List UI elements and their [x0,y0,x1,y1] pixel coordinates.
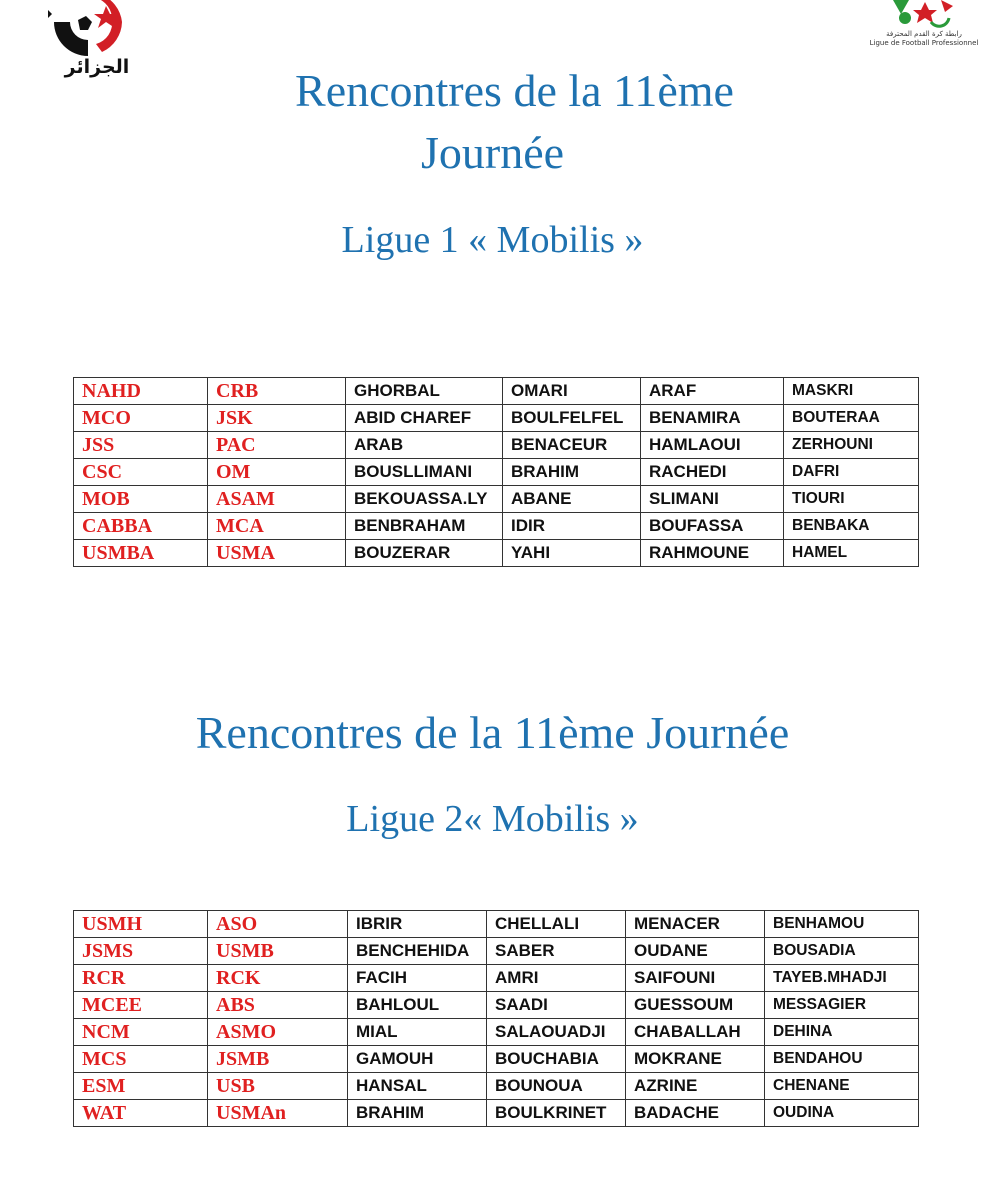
away-team-cell: ASMO [208,1019,348,1046]
logo-right-french: Ligue de Football Professionnel [869,39,979,47]
assistant1-cell: YAHI [503,540,641,567]
assistant1-cell: SALAOUADJI [487,1019,626,1046]
assistant1-cell: AMRI [487,965,626,992]
fourth-official-cell: BENDAHOU [765,1046,919,1073]
assistant2-cell: OUDANE [626,938,765,965]
fourth-official-cell: BENBAKA [784,513,919,540]
away-team-cell: USMAn [208,1100,348,1127]
table-row [74,911,919,938]
home-team-cell: MCEE [74,992,208,1019]
table-row [74,432,919,459]
away-team-cell: ASAM [208,486,346,513]
home-team-cell: MCO [74,405,208,432]
fourth-official-cell: BENHAMOU [765,911,919,938]
assistant2-cell: RAHMOUNE [641,540,784,567]
assistant1-cell: BRAHIM [503,459,641,486]
table-row [74,540,919,567]
fourth-official-cell: DEHINA [765,1019,919,1046]
assistant1-cell: BOUNOUA [487,1073,626,1100]
referee-cell: BENCHEHIDA [348,938,487,965]
fourth-official-cell: ZERHOUNI [784,432,919,459]
table-row [74,992,919,1019]
assistant2-cell: CHABALLAH [626,1019,765,1046]
home-team-cell: NCM [74,1019,208,1046]
assistant2-cell: MOKRANE [626,1046,765,1073]
assistant2-cell: GUESSOUM [626,992,765,1019]
away-team-cell: ABS [208,992,348,1019]
away-team-cell: JSK [208,405,346,432]
fourth-official-cell: BOUTERAA [784,405,919,432]
home-team-cell: ESM [74,1073,208,1100]
referee-cell: ARAB [346,432,503,459]
home-team-cell: USMH [74,911,208,938]
assistant1-cell: CHELLALI [487,911,626,938]
assistant2-cell: BADACHE [626,1100,765,1127]
table-row [74,459,919,486]
away-team-cell: USMA [208,540,346,567]
fourth-official-cell: OUDINA [765,1100,919,1127]
assistant2-cell: AZRINE [626,1073,765,1100]
home-team-cell: CABBA [74,513,208,540]
section2-subtitle: Ligue 2« Mobilis » [346,798,639,840]
assistant1-cell: SABER [487,938,626,965]
fourth-official-cell: MASKRI [784,378,919,405]
fourth-official-cell: HAMEL [784,540,919,567]
referee-cell: HANSAL [348,1073,487,1100]
home-team-cell: USMBA [74,540,208,567]
section1-title-line2: Journée [420,127,565,178]
table-row [74,938,919,965]
referee-cell: BEKOUASSA.LY [346,486,503,513]
assistant2-cell: BOUFASSA [641,513,784,540]
referee-cell: BAHLOUL [348,992,487,1019]
assistant1-cell: BENACEUR [503,432,641,459]
fourth-official-cell: CHENANE [765,1073,919,1100]
away-team-cell: JSMB [208,1046,348,1073]
referee-cell: FACIH [348,965,487,992]
section1-subtitle: Ligue 1 « Mobilis » [341,219,644,261]
table-row [74,1019,919,1046]
table-row [74,1100,919,1127]
home-team-cell: NAHD [74,378,208,405]
referee-cell: GAMOUH [348,1046,487,1073]
referee-cell: ABID CHAREF [346,405,503,432]
home-team-cell: WAT [74,1100,208,1127]
logo-right-arabic: رابطة كرة القدم المحترفة [886,30,962,38]
fourth-official-cell: TIOURI [784,486,919,513]
away-team-cell: PAC [208,432,346,459]
section2-title: Rencontres de la 11ème Journée [195,707,790,758]
referee-cell: BOUZERAR [346,540,503,567]
table-row [74,486,919,513]
referee-cell: GHORBAL [346,378,503,405]
referee-cell: MIAL [348,1019,487,1046]
away-team-cell: OM [208,459,346,486]
home-team-cell: MOB [74,486,208,513]
fourth-official-cell: DAFRI [784,459,919,486]
assistant2-cell: SAIFOUNI [626,965,765,992]
assistant1-cell: ABANE [503,486,641,513]
assistant1-cell: BOULFELFEL [503,405,641,432]
ligue1-table-body [74,378,919,567]
assistant1-cell: SAADI [487,992,626,1019]
home-team-cell: JSS [74,432,208,459]
table-row [74,405,919,432]
away-team-cell: MCA [208,513,346,540]
referee-cell: BENBRAHAM [346,513,503,540]
assistant1-cell: BOUCHABIA [487,1046,626,1073]
assistant1-cell: BOULKRINET [487,1100,626,1127]
assistant2-cell: ARAF [641,378,784,405]
away-team-cell: CRB [208,378,346,405]
fourth-official-cell: BOUSADIA [765,938,919,965]
referee-cell: IBRIR [348,911,487,938]
home-team-cell: CSC [74,459,208,486]
away-team-cell: ASO [208,911,348,938]
table-row [74,1073,919,1100]
table-row [74,1046,919,1073]
table-row [74,378,919,405]
fourth-official-cell: MESSAGIER [765,992,919,1019]
away-team-cell: USMB [208,938,348,965]
away-team-cell: RCK [208,965,348,992]
referee-cell: BOUSLLIMANI [346,459,503,486]
fourth-official-cell: TAYEB.MHADJI [765,965,919,992]
logo-right-text [868,30,980,48]
away-team-cell: USB [208,1073,348,1100]
assistant2-cell: MENACER [626,911,765,938]
ligue1-matches-table [73,377,919,567]
section1-title-line1: Rencontres de la 11ème [295,65,734,116]
home-team-cell: RCR [74,965,208,992]
assistant1-cell: OMARI [503,378,641,405]
assistant1-cell: IDIR [503,513,641,540]
logo-left-text: الجزائر [64,56,130,78]
table-row [74,513,919,540]
ligue2-matches-table [73,910,919,1127]
assistant2-cell: RACHEDI [641,459,784,486]
home-team-cell: MCS [74,1046,208,1073]
assistant2-cell: HAMLAOUI [641,432,784,459]
referee-cell: BRAHIM [348,1100,487,1127]
ligue2-table-body [74,911,919,1127]
table-row [74,965,919,992]
assistant2-cell: SLIMANI [641,486,784,513]
assistant2-cell: BENAMIRA [641,405,784,432]
home-team-cell: JSMS [74,938,208,965]
